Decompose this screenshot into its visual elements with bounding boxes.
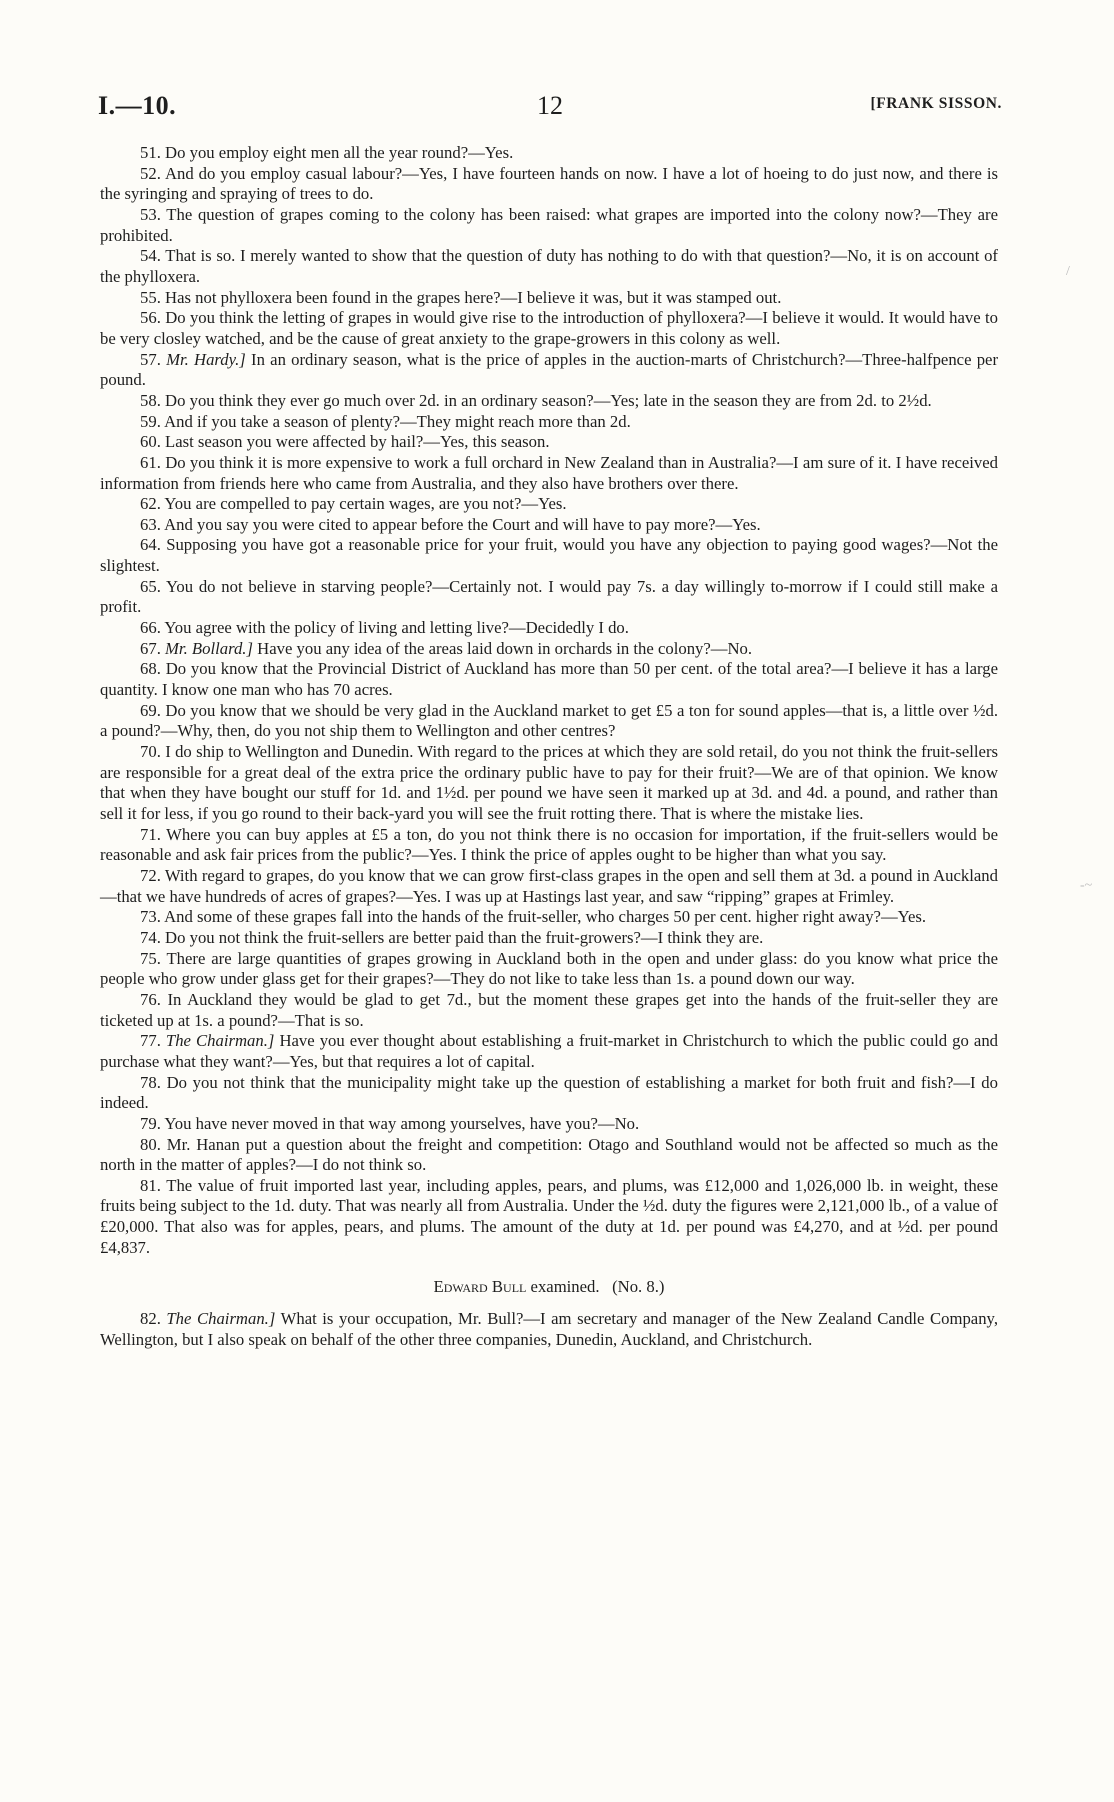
question-paragraph: [100, 143, 998, 164]
margin-mark: /: [1066, 264, 1070, 279]
question-number: 71.: [140, 824, 161, 844]
question-number: 68.: [140, 659, 161, 679]
question-text: Do you not think the fruit-sellers are better paid than the fruit-growers?—I think they are.: [165, 927, 764, 947]
question-paragraph: [100, 164, 998, 205]
question-paragraph: [100, 1031, 998, 1072]
question-number: 77.: [140, 1031, 161, 1051]
document-body: [100, 143, 998, 1350]
question-text: In Auckland they would be glad to get 7d., but the moment these grapes get into the hands of the fruit-seller they are ticketed up at 1s. a pound?—That is so.: [100, 989, 999, 1030]
speaker-name: Mr. Hardy.]: [166, 349, 246, 369]
question-number: 65.: [140, 576, 161, 596]
question-number: 52.: [140, 163, 161, 183]
question-text: And if you take a season of plenty?—They might reach more than 2d.: [164, 411, 631, 431]
question-text: With regard to grapes, do you know that we can grow first-class grapes in the open and sell them at 3d. a pound in Auckland—that we have hundreds of acres of grapes?—Yes. I was up at Hastings last year, and saw “ripping” grapes at Frimley.: [100, 865, 998, 906]
question-paragraph: [100, 618, 998, 639]
question-paragraph: [100, 639, 998, 660]
question-paragraph: [100, 659, 998, 700]
question-paragraph: [100, 949, 998, 990]
question-number: 61.: [140, 452, 161, 472]
page-number: 12: [537, 91, 563, 120]
question-text: Supposing you have got a reasonable price for your fruit, would you have any objection to paying good wages?—Not the slightest.: [100, 535, 999, 576]
question-paragraph: [100, 432, 998, 453]
question-number: 74.: [140, 927, 161, 947]
question-text: There are large quantities of grapes growing in Auckland both in the open and under glass: do you know what price the people who grow under glass get for their grapes?—They do not like to take less than 1s. a pound down our way.: [100, 948, 998, 989]
question-text: The value of fruit imported last year, including apples, pears, and plums, was £12,000 and 1,026,000 lb. in weight, these fruits being subject to the 1d. duty. That was nearly all from Australia. Under the ½d. duty the figures were 2,121,000 lb., of a value of £20,000. That also was for apples, pears, and plums. The amount of the duty at 1d. per pound was £4,270, and at ½d. per pound £4,837.: [100, 1175, 998, 1257]
speaker-name: The Chairman.]: [166, 1309, 276, 1329]
question-text: And you say you were cited to appear before the Court and will have to pay more?—Yes.: [164, 514, 761, 534]
question-paragraph: [100, 928, 998, 949]
question-number: 76.: [140, 989, 161, 1009]
speaker-name: The Chairman.]: [165, 1031, 275, 1051]
question-number: 70.: [140, 742, 161, 762]
paper-reference: I.—10.: [98, 91, 177, 120]
question-number: 80.: [140, 1134, 161, 1154]
question-number: 78.: [140, 1072, 161, 1092]
witness-number: (No. 8.): [612, 1277, 665, 1297]
question-paragraph: [100, 453, 998, 494]
witness-name: Edward Bull: [433, 1277, 527, 1297]
question-text: The question of grapes coming to the colony has been raised: what grapes are imported into the colony now?—They are prohibited.: [100, 204, 998, 245]
question-text: Do you not think that the municipality might take up the question of establishing a market for both fruit and fish?—I do indeed.: [100, 1072, 998, 1113]
question-text: Have you any idea of the areas laid down in orchards in the colony?—No.: [257, 638, 753, 658]
question-paragraph: [100, 701, 998, 742]
question-text: That is so. I merely wanted to show that the question of duty has nothing to do with that question?—No, it is on account of the phylloxera.: [100, 246, 998, 286]
question-paragraph: [100, 391, 998, 412]
question-text: You have never moved in that way among yourselves, have you?—No.: [164, 1113, 640, 1133]
question-text: Last season you were affected by hail?—Yes, this season.: [165, 432, 550, 452]
question-paragraph: [100, 535, 998, 576]
question-number: 58.: [140, 390, 161, 410]
question-number: 60.: [140, 432, 161, 452]
question-paragraph: [100, 1309, 998, 1350]
question-number: 81.: [140, 1175, 161, 1195]
question-number: 79.: [140, 1113, 161, 1133]
question-text: And some of these grapes fall into the hands of the fruit-seller, who charges 50 per cent. higher right away?—Yes.: [164, 907, 927, 927]
section-title: [100, 1277, 998, 1298]
question-text: I do ship to Wellington and Dunedin. With regard to the prices at which they are sold retail, do you not think the fruit-sellers are responsible for a great deal of the extra price the ordinary public have to pay for their fruit?—We are of that opinion. We know that when they have bought our stuff for 1d. and 1½d. per pound we have seen it marked up at 3d. and 4d. a pound, and rather than sell it for less, if you go round to their back-yard you will see the fruit rotting there. That is where the mistake lies.: [100, 742, 998, 823]
question-text: You do not believe in starving people?—Certainly not. I would pay 7s. a day willingly to-morrow if I could still make a profit.: [100, 576, 998, 617]
question-paragraph: [100, 1176, 998, 1259]
question-text: And do you employ casual labour?—Yes, I have fourteen hands on now. I have a lot of hoeing to do just now, and there is the syringing and spraying of trees to do.: [100, 163, 998, 204]
question-number: 82.: [140, 1309, 161, 1329]
speaker-name: Mr. Bollard.]: [165, 638, 253, 658]
question-number: 51.: [140, 143, 161, 162]
question-number: 73.: [140, 907, 161, 927]
question-paragraph: [100, 515, 998, 536]
question-text: Do you think they ever go much over 2d. in an ordinary season?—Yes; late in the season they are from 2d. to 2½d.: [165, 390, 932, 410]
question-paragraph: [100, 907, 998, 928]
question-paragraph: [100, 246, 998, 287]
question-text: Have you ever thought about establishing a fruit-market in Christchurch to which the public could go and purchase what they want?—Yes, but that requires a lot of capital.: [100, 1031, 999, 1071]
question-text: Do you know that the Provincial District of Auckland has more than 50 per cent. of the total area?—I believe it has a large quantity. I know one man who has 70 acres.: [100, 659, 999, 700]
question-paragraph: [100, 577, 998, 618]
question-text: Do you think it is more expensive to work a full orchard in New Zealand than in Australia?—I am sure of it. I have received information from friends here who came from Australia, and they also have brothers over there.: [100, 452, 999, 493]
question-text: You agree with the policy of living and letting live?—Decidedly I do.: [164, 618, 629, 638]
question-paragraph: [100, 350, 998, 391]
question-number: 55.: [140, 287, 161, 307]
question-number: 75.: [140, 948, 161, 968]
question-number: 69.: [140, 700, 161, 720]
question-paragraph: [100, 825, 998, 866]
question-paragraph: [100, 1114, 998, 1135]
question-paragraph: [100, 205, 998, 246]
question-number: 54.: [140, 246, 161, 266]
question-paragraph: [100, 412, 998, 433]
question-number: 64.: [140, 535, 161, 555]
question-paragraph: [100, 866, 998, 907]
question-number: 59.: [140, 411, 161, 431]
question-paragraph: [100, 308, 998, 349]
question-number: 57.: [140, 349, 161, 369]
testimony-paragraphs: [100, 143, 998, 1258]
examined-label: examined.: [530, 1277, 600, 1297]
question-paragraph: [100, 494, 998, 515]
question-text: Do you think the letting of grapes in would give rise to the introduction of phylloxera?—I believe it would. It would have to be very closley watched, and be the cause of great anxiety to the grape-growers in this colony as well.: [100, 308, 998, 348]
witness-name-header: [FRANK SISSON.: [870, 95, 1002, 112]
question-number: 63.: [140, 514, 161, 534]
question-text: Where you can buy apples at £5 a ton, do you not think there is no occasion for importation, if the fruit-sellers would be reasonable and ask fair prices from the public?—Yes. I think the price of apples ought to be higher than what you say.: [100, 824, 999, 865]
question-text: Mr. Hanan put a question about the freight and competition: Otago and Southland would not be affected so much as the north in the matter of apples?—I do not think so.: [100, 1134, 998, 1175]
page-header: [98, 91, 1002, 125]
question-number: 66.: [140, 618, 161, 638]
question-number: 72.: [140, 865, 161, 885]
question-number: 53.: [140, 204, 161, 224]
question-text: Has not phylloxera been found in the grapes here?—I believe it was, but it was stamped out.: [165, 287, 782, 307]
question-text: What is your occupation, Mr. Bull?—I am secretary and manager of the New Zealand Candle Company, Wellington, but I also speak on behalf of the other three companies, Dunedin, Auckland, and Christchurch.: [100, 1309, 998, 1349]
margin-mark: -~: [1080, 878, 1093, 893]
question-number: 67.: [140, 638, 161, 658]
question-paragraph: [100, 288, 998, 309]
question-text: You are compelled to pay certain wages, are you not?—Yes.: [164, 494, 567, 514]
question-paragraph: [100, 990, 998, 1031]
question-text: Do you employ eight men all the year round?—Yes.: [165, 143, 514, 162]
question-text: Do you know that we should be very glad in the Auckland market to get £5 a ton for sound apples—that is, a little over ½d. a pound?—Why, then, do you not ship them to Wellington and other centres?: [100, 700, 999, 741]
question-text: In an ordinary season, what is the price of apples in the auction-marts of Christchurch?—Three-halfpence per pound.: [100, 349, 999, 390]
question-number: 56.: [140, 308, 161, 328]
question-number: 62.: [140, 494, 161, 514]
question-paragraph: [100, 1073, 998, 1114]
question-paragraph: [100, 742, 998, 825]
question-paragraph: [100, 1135, 998, 1176]
testimony-paragraphs-after: [100, 1309, 998, 1350]
